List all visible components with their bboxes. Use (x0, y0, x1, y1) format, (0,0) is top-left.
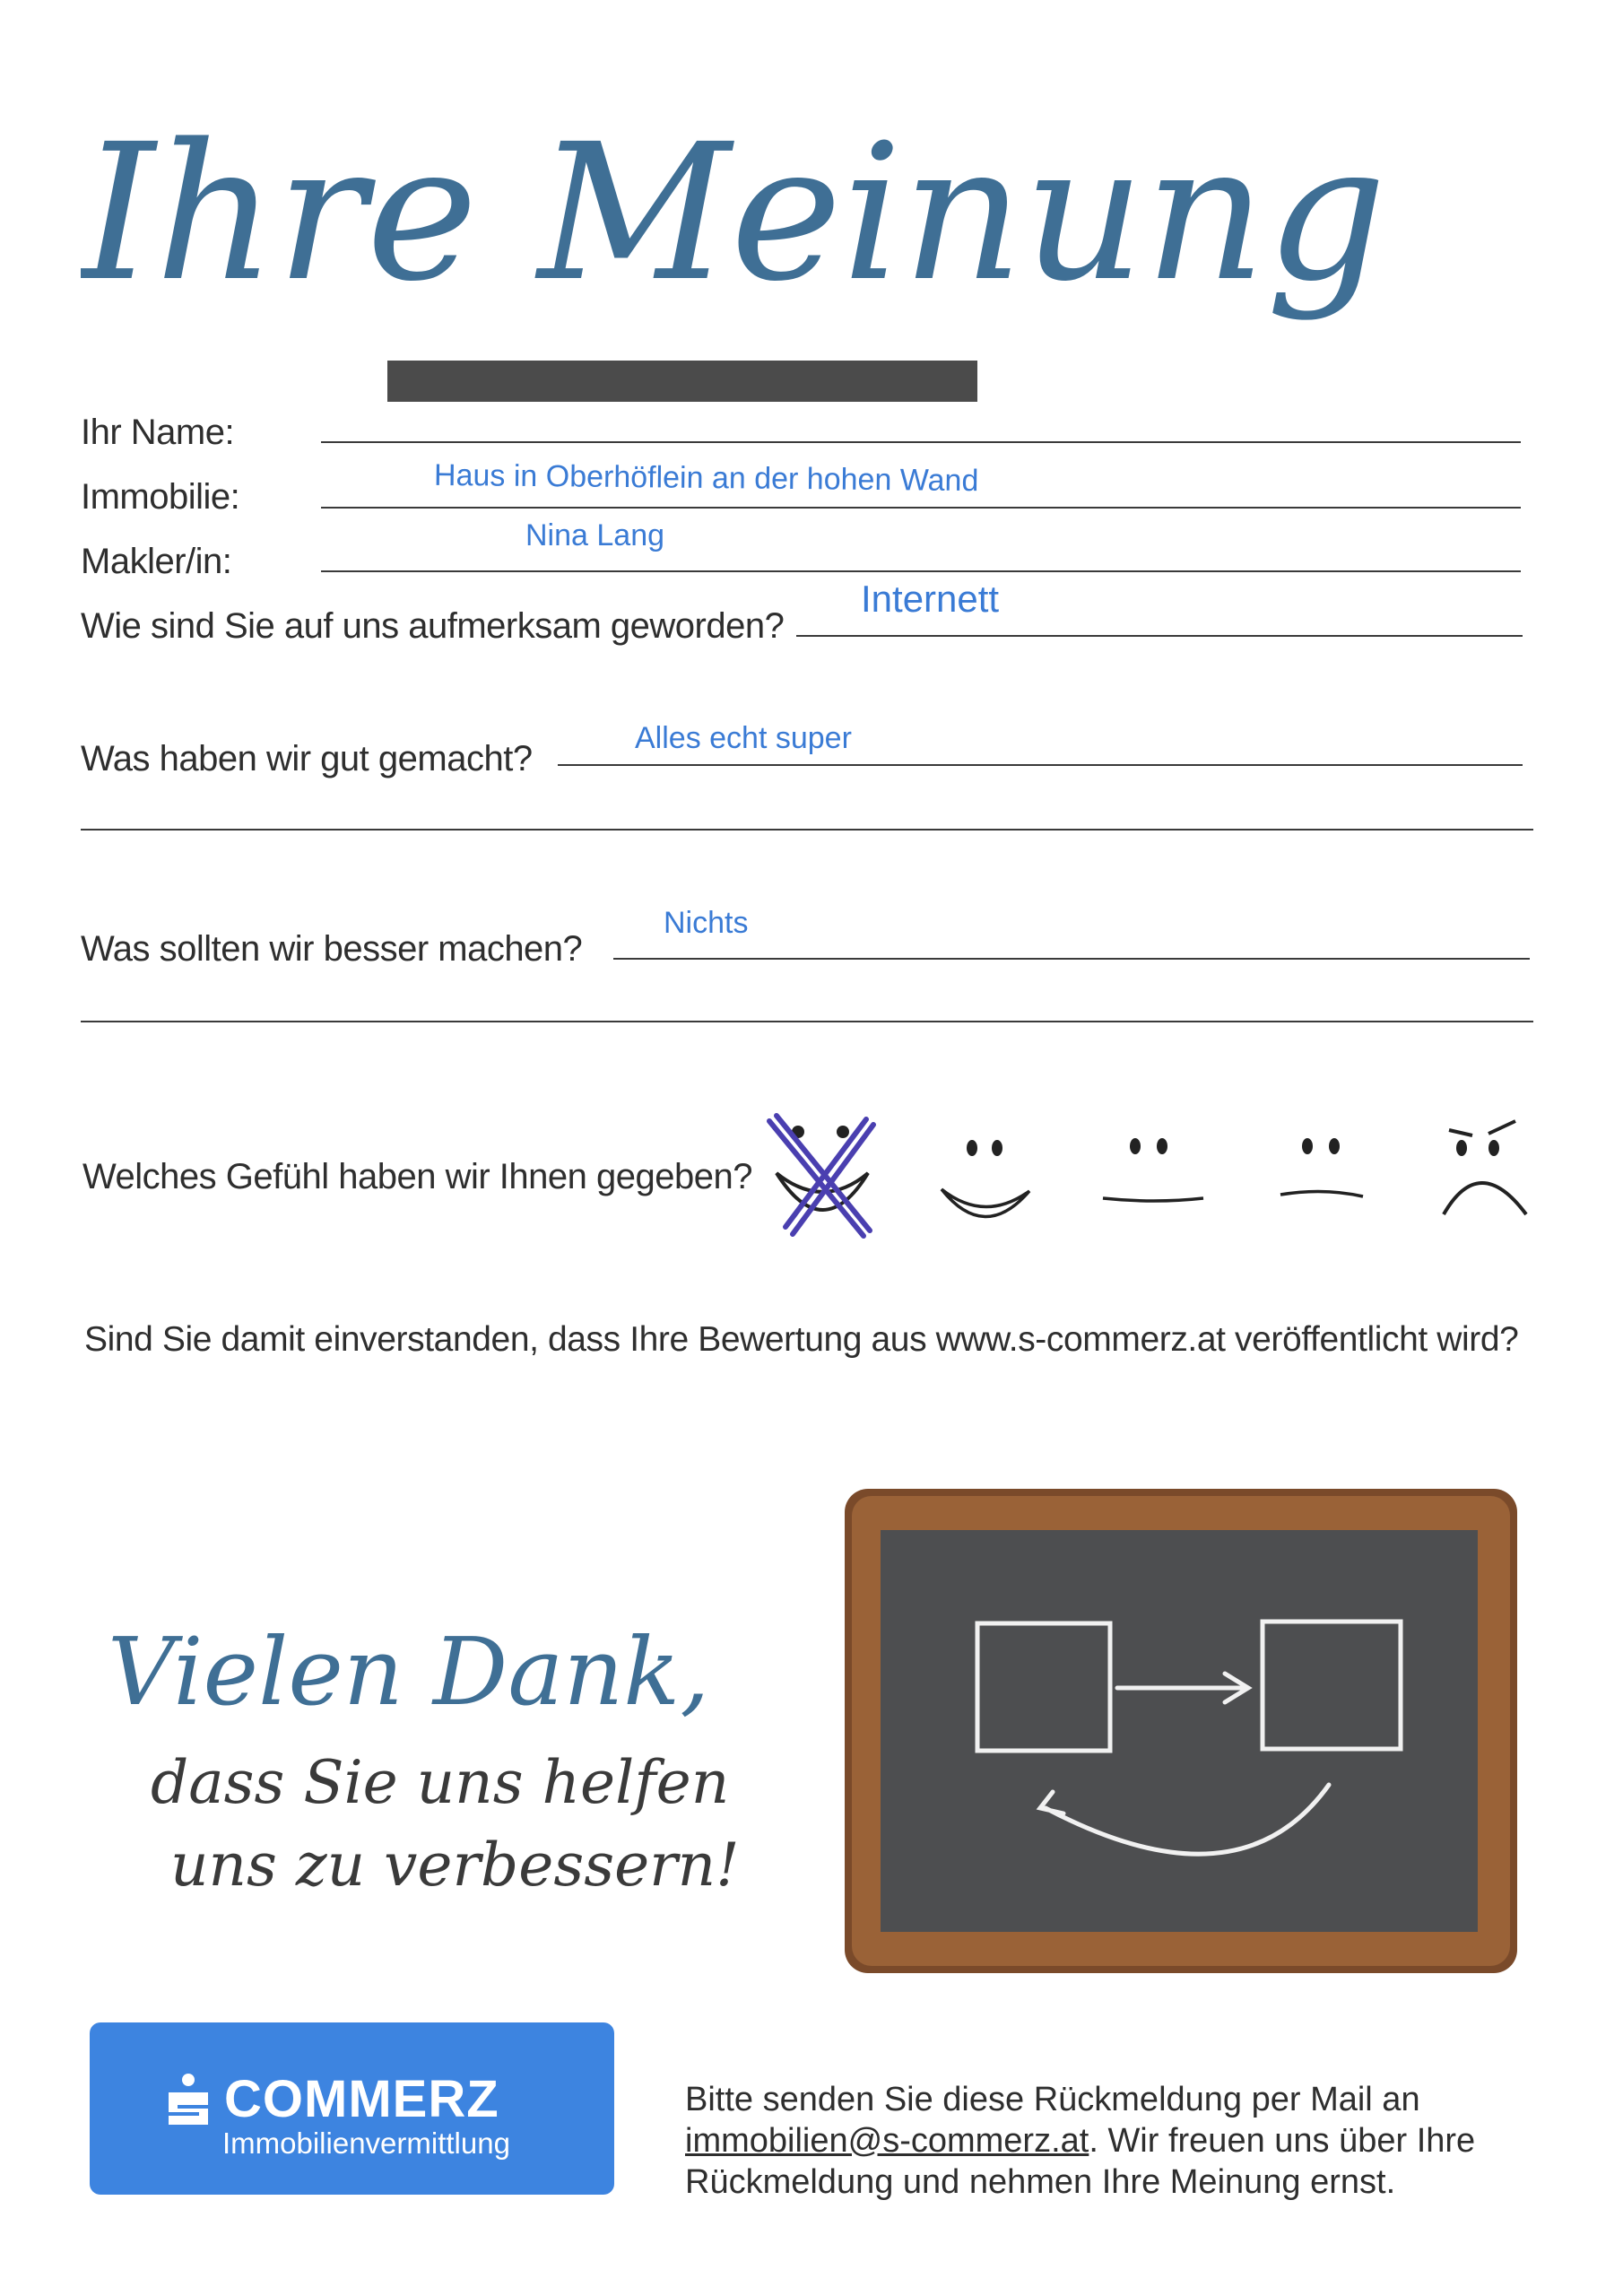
logo-brand: COMMERZ (224, 2070, 499, 2128)
thanks-line-1: Vielen Dank, (108, 1617, 710, 1726)
smiley-eye-icon (1456, 1140, 1467, 1156)
good-label: Was haben wir gut gemacht? (81, 739, 533, 778)
feeling-label: Welches Gefühl haben wir Ihnen gegeben? (82, 1157, 752, 1196)
page-title-text: Ihre Meinung (81, 103, 1387, 323)
agent-value: Nina Lang (525, 518, 665, 552)
smiley-eye-icon (1329, 1138, 1340, 1154)
better-label: Was sollten wir besser machen? (81, 929, 583, 969)
smiley-eye-icon (1488, 1140, 1499, 1156)
smiley-slightly-sad[interactable] (1279, 1126, 1386, 1234)
redaction-bar (387, 361, 977, 402)
thanks-line-3: uns zu verbessern! (170, 1831, 740, 1900)
email-link[interactable]: immobilien@s-commerz.at (685, 2122, 1089, 2160)
s-commerz-logo (90, 2022, 614, 2195)
source-value: Internett (861, 578, 1000, 620)
flat-mouth-icon (1103, 1198, 1203, 1201)
property-field[interactable] (321, 507, 1521, 509)
better-field[interactable] (613, 958, 1530, 960)
logo-subtitle: Immobilienvermittlung (222, 2126, 510, 2160)
source-label: Wie sind Sie auf uns aufmerksam geworden? (81, 606, 785, 646)
good-field[interactable] (558, 764, 1523, 766)
consent-question: Sind Sie damit einverstanden, dass Ihre Bewertung aus www.s-commerz.at veröffentlicht wird? (84, 1320, 1519, 1359)
smiley-eye-icon (1130, 1138, 1141, 1154)
source-field[interactable] (796, 635, 1523, 637)
good-value: Alles echt super (635, 721, 852, 755)
better-value: Nichts (664, 906, 749, 940)
footer-instructions (685, 2079, 1546, 2203)
smiley-neutral[interactable] (1101, 1126, 1209, 1234)
s-logo-icon (165, 2073, 212, 2128)
good-field-line-2[interactable] (81, 829, 1533, 831)
smiley-eye-icon (1302, 1138, 1313, 1154)
thank-you-note (108, 1596, 789, 1919)
chalkboard-surface (881, 1530, 1478, 1932)
thanks-line-2: dass Sie uns helfen (151, 1748, 730, 1817)
cross-mark-icon (769, 1116, 873, 1236)
smiley-eye-icon (992, 1140, 1002, 1156)
footer-text-before: Bitte senden Sie diese Rückmeldung per Mail an (685, 2081, 1420, 2118)
better-field-line-2[interactable] (81, 1021, 1533, 1022)
property-label: Immobilie: (81, 477, 240, 517)
smile-icon (942, 1189, 1029, 1217)
smiley-angry[interactable] (1436, 1116, 1535, 1223)
agent-field[interactable] (321, 570, 1521, 572)
name-field[interactable] (321, 441, 1521, 443)
smiley-very-happy[interactable] (760, 1112, 886, 1247)
agent-label: Makler/in: (81, 542, 232, 581)
frown-mouth-icon (1280, 1191, 1363, 1196)
angry-brows-icon (1449, 1121, 1515, 1135)
sad-mouth-icon (1444, 1183, 1526, 1214)
smiley-eye-icon (967, 1140, 977, 1156)
page-title (81, 90, 1569, 395)
chalkboard-illustration (845, 1489, 1517, 1973)
smiley-eye-icon (837, 1126, 849, 1138)
name-label: Ihr Name: (81, 413, 235, 452)
footer-text-after: . Wir freuen uns über Ihre Rückmeldung und nehmen Ihre Meinung ernst. (685, 2122, 1476, 2201)
smiley-happy[interactable] (933, 1126, 1040, 1234)
smiley-eye-icon (1157, 1138, 1167, 1154)
property-value: Haus in Oberhöflein an der hohen Wand (433, 457, 979, 499)
